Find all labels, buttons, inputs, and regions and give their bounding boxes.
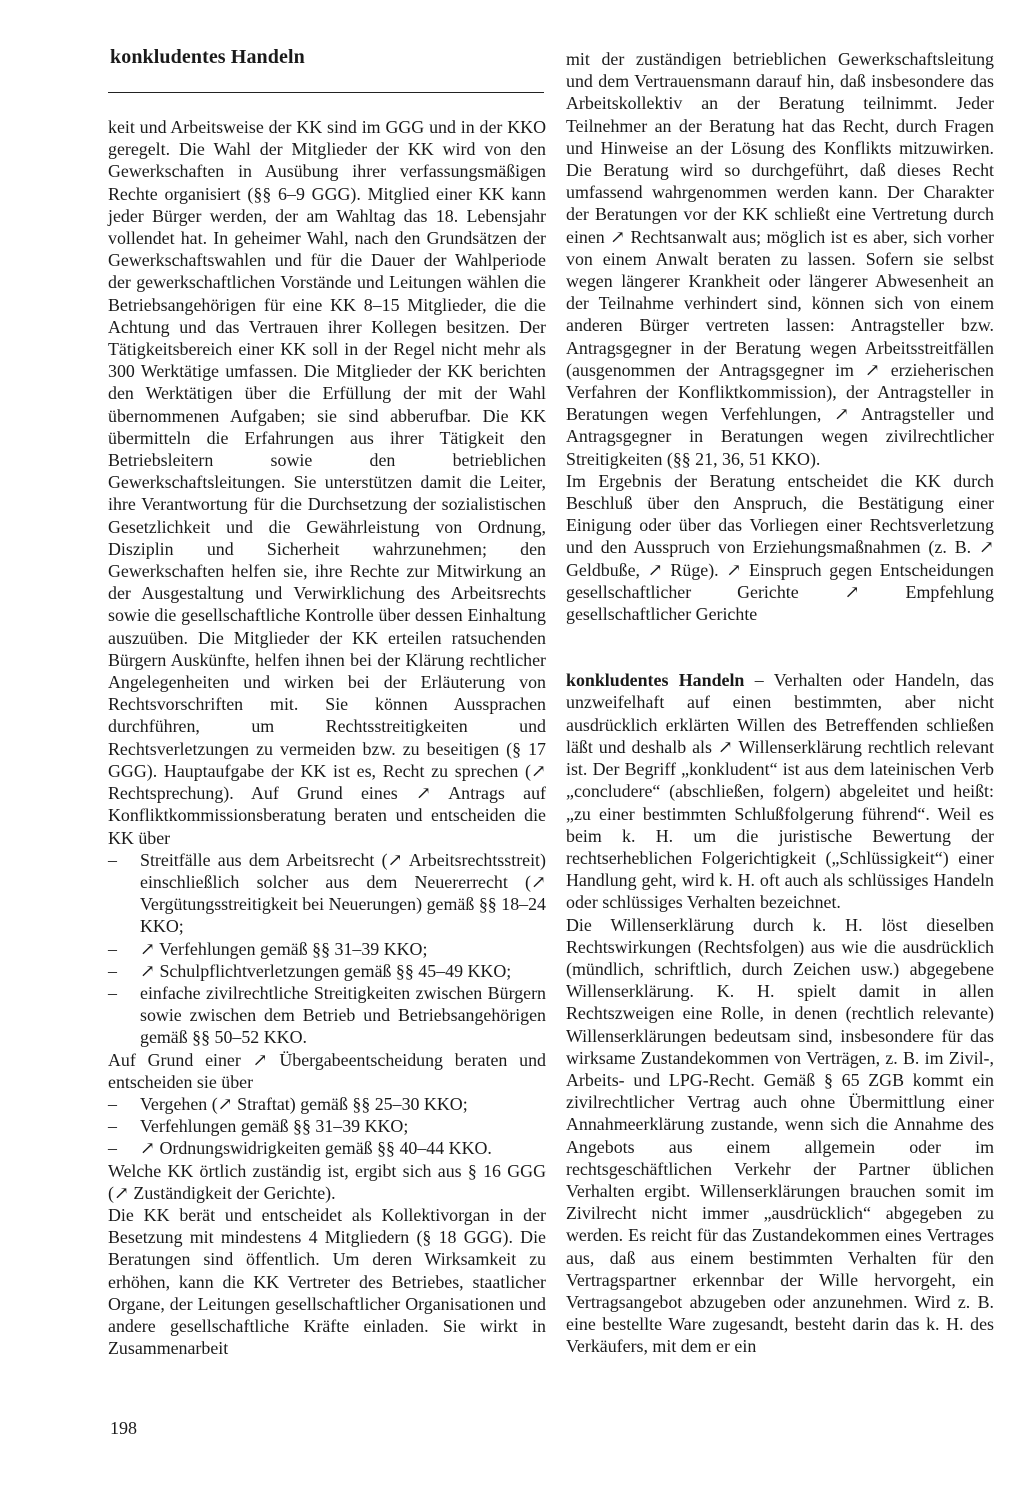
- list-item-text: Streitfälle aus dem Arbeitsrecht (↗ Arbeitsrechtsstreit) einschließlich solcher aus dem Neuererrecht (↗ Vergütungsstreitigkeit bei Neuerungen) gemäß §§ 18–24 KKO;: [140, 849, 546, 937]
- paragraph: Im Ergebnis der Beratung entscheidet die KK durch Beschluß über den Anspruch, die Bestätigung einer Einigung oder über das Vorliegen einer Rechtsverletzung und den Ausspruch von Erziehungsmaßnahmen (z. B. ↗ Geldbuße, ↗ Rüge). ↗ Einspruch gegen Entscheidungen gesellschaftlicher Gerichte ↗ Empfehlung gesellschaftlicher Gerichte: [566, 470, 994, 625]
- entry-definition: – Verhalten oder Handeln, das unzweifelhaft auf einen bestimmten, aber nicht ausdrücklich erklärten Willen des Betreffenden schließen läßt und deshalb als ↗ Willenserklärung rechtlich relevant ist. Der Begriff „konkludent“ ist aus dem lateinischen Verb „concludere“ (abschließen, folgern) abgeleitet und heißt: „zu einer bestimmten Schlußfolgerung führend“. Weil es beim k. H. um die juristische Bewertung der rechtserheblichen Folgerichtigkeit („Schlüssigkeit“) einer Handlung geht, wird k. H. oft auch als schlüssiges Handeln oder schlüssiges Verhalten bezeichnet.: [566, 670, 994, 913]
- paragraph: Welche KK örtlich zuständig ist, ergibt sich aus § 16 GGG (↗ Zuständigkeit der Gerichte).: [108, 1160, 546, 1203]
- list-item: [108, 849, 546, 938]
- list-dash: –: [108, 849, 117, 870]
- list-item-text: einfache zivilrechtliche Streitigkeiten zwischen Bürgern sowie zwischen dem Betrieb und Betriebsangehörigen gemäß §§ 50–52 KKO.: [140, 982, 546, 1048]
- paragraph: Die KK berät und entscheidet als Kollektivorgan in der Besetzung mit mindestens 4 Mitgliedern (§ 18 GGG). Die Beratungen sind öffentlich. Um deren Wirksamkeit zu erhöhen, kann die KK Vertreter des Betriebes, staatlicher Organe, der Leitungen gesellschaftlicher Organisationen und andere gesellschaftliche Kräfte einladen. Sie wirkt in Zusammenarbeit: [108, 1204, 546, 1359]
- left-column: [108, 116, 546, 1359]
- list-item-text: ↗ Schulpflichtverletzungen gemäß §§ 45–49 KKO;: [140, 960, 512, 981]
- list-item: [108, 1137, 546, 1159]
- list-dash: –: [108, 938, 117, 959]
- paragraph: keit und Arbeitsweise der KK sind im GGG und in der KKO geregelt. Die Wahl der Mitglieder der KK wird von den Gewerkschaften in Ausübung ihrer verfassungsmäßigen Rechte organisiert (§§ 6–9 GGG). Mitglied einer KK kann jeder Bürger werden, der am Wahltag das 18. Lebensjahr vollendet hat. In geheimer Wahl, nach den Grundsätzen der Gewerkschaftswahlen und für die Dauer der Wahlperiode der gewerkschaftlichen Vorstände und Leitungen wählen die Betriebsangehörigen für eine KK 8–15 Mitglieder, die die Achtung und das Vertrauen ihrer Kollegen besitzen. Der Tätigkeitsbereich einer KK soll in der Regel nicht mehr als 300 Werktätige umfassen. Die Mitglieder der KK berichten den Werktätigen über die Erfüllung der mit der Wahl übernommenen Aufgaben; sie sind abberufbar. Die KK übermitteln die Erfahrungen aus ihrer Tätigkeit den Betriebsleitern sowie den betrieblichen Gewerkschaftsleitungen. Sie unterstützen damit die Leiter, ihre Verantwortung für die Durchsetzung der sozialistischen Gesetzlichkeit und die Gewährleistung von Ordnung, Disziplin und Sicherheit wahrzunehmen; den Gewerkschaften helfen sie, ihre Rechte zur Mitwirkung an der Ausgestaltung und Verwirklichung des Arbeitsrechts sowie die gesellschaftliche Kontrolle über dessen Einhaltung auszuüben. Die Mitglieder der KK erteilen ratsuchenden Bürgern Auskünfte, helfen ihnen bei der Klärung rechtlicher Angelegenheiten und wirken bei der Erläuterung von Rechtsvorschriften mit. Sie können Aussprachen durchführen, um Rechtsstreitigkeiten und Rechtsverletzungen zu vermeiden bzw. zu beseitigen (§ 17 GGG). Hauptaufgabe der KK ist es, Recht zu sprechen (↗ Rechtsprechung). Auf Grund eines ↗ Antrags auf Konfliktkommissionsberatung beraten und entscheiden die KK über: [108, 117, 546, 848]
- entry-separator: [566, 625, 994, 669]
- list-dash: –: [108, 982, 117, 1003]
- list-antrag: [108, 849, 546, 1049]
- list-item: [108, 960, 546, 982]
- paragraph: mit der zuständigen betrieblichen Gewerkschaftsleitung und dem Vertrauensmann darauf hin, daß insbesondere das Arbeitskollektiv an der Beratung teilnimmt. Jeder Teilnehmer an der Beratung hat das Recht, durch Fragen und Hinweise an der Lösung des Konflikts mitzuwirken. Die Beratung wird so durchgeführt, daß dieses Recht umfassend wahrgenommen werden kann. Der Charakter der Beratungen vor der KK schließt eine Vertretung durch einen ↗ Rechtsanwalt aus; möglich ist es aber, sich vorher von einem Anwalt beraten zu lassen. Sofern sie selbst wegen längerer Krankheit oder längerer Abwesenheit an der Teilnahme verhindert sind, können sich von einem anderen Bürger vertreten lassen: Antragsteller bzw. Antragsgegner in der Beratung wegen Arbeitsstreitfällen (ausgenommen der Antragsgegner im ↗ erzieherischen Verfahren der Konfliktkommission), der Antragsteller in Beratungen wegen Verfehlungen, ↗ Antragsteller und Antragsgegner in Beratungen wegen zivilrechtlicher Streitigkeiten (§§ 21, 36, 51 KKO).: [566, 49, 994, 469]
- list-item-text: ↗ Ordnungswidrigkeiten gemäß §§ 40–44 KKO.: [140, 1138, 492, 1159]
- list-item: [108, 938, 546, 960]
- entry-term: konkludentes Handeln: [566, 670, 745, 691]
- list-dash: –: [108, 1093, 117, 1114]
- right-column: [566, 48, 994, 1358]
- list-item-text: ↗ Verfehlungen gemäß §§ 31–39 KKO;: [140, 938, 428, 959]
- paragraph: Die Willenserklärung durch k. H. löst dieselben Rechtswirkungen (Rechtsfolgen) aus wie die ausdrücklich (mündlich, schriftlich, durch Zeichen usw.) abgegebene Willenserklärung. K. H. spielt damit in allen Rechtszweigen eine Rolle, in denen (rechtlich relevante) Willenserklärungen bedeutsam sind, insbesondere für das wirksame Zustandekommen von Verträgen, z. B. im Zivil-, Arbeits- und LPG-Recht. Gemäß § 65 ZGB kommt ein zivilrechtlicher Vertrag auch ohne Übermittlung einer Annahmeerklärung zustande, wenn sich die Annahme des Angebots aus einem allgemein oder im rechtsgeschäftlichen Verkehr der Partner üblichen Verhalten ergibt. Willenserklärungen brauchen somit im Zivilrecht nicht immer „ausdrücklich“ abgegeben zu werden. Es reicht für das Zustandekommen eines Vertrages aus, daß aus einem bestimmten Verhalten für den Vertragspartner erkennbar der Wille hervorgeht, ein Vertragsangebot abzugeben oder anzunehmen. Wird z. B. eine bestellte Ware zugesandt, besteht darin das k. H. des Verkäufers, mit dem er ein: [566, 914, 994, 1357]
- list-item-text: Vergehen (↗ Straftat) gemäß §§ 25–30 KKO;: [140, 1093, 468, 1114]
- list-item: [108, 982, 546, 1049]
- list-dash: –: [108, 1138, 117, 1159]
- running-head: konkludentes Handeln: [110, 46, 305, 68]
- header-rule: [108, 92, 544, 93]
- list-item: [108, 1093, 546, 1115]
- list-uebergabe: [108, 1093, 546, 1160]
- list-dash: –: [108, 960, 117, 981]
- list-dash: –: [108, 1116, 117, 1137]
- list-item-text: Verfehlungen gemäß §§ 31–39 KKO;: [140, 1116, 409, 1137]
- page-number: 198: [110, 1418, 137, 1438]
- list-item: [108, 1115, 546, 1137]
- dictionary-entry: [566, 669, 994, 913]
- paragraph: Auf Grund einer ↗ Übergabeentscheidung beraten und entscheiden sie über: [108, 1049, 546, 1092]
